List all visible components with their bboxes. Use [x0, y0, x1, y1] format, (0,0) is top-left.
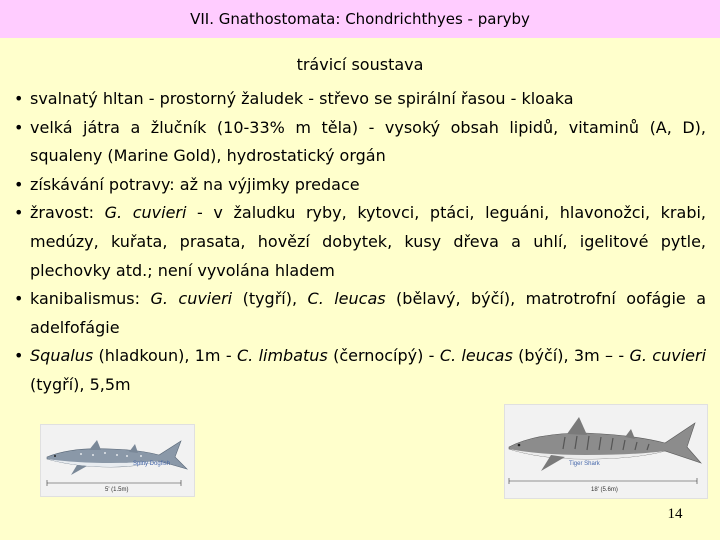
bullet-dot: •	[14, 174, 24, 194]
bullet-text: (tygří),	[232, 289, 308, 309]
bullet-item	[14, 285, 706, 342]
bullet-item	[14, 199, 706, 285]
species-name: G. cuvieri	[629, 346, 707, 366]
tiger-shark-image	[504, 404, 708, 499]
species-name: C. limbatus	[236, 346, 328, 366]
bullet-dot: •	[14, 89, 24, 108]
bullet-item	[14, 85, 706, 114]
bullet-text: žravost:	[30, 203, 105, 223]
species-name: Squalus	[30, 346, 94, 366]
slide-title: VII. Gnathostomata: Chondrichthyes - paryby	[190, 10, 530, 28]
bullet-dot: •	[14, 203, 24, 223]
bullet-text: získávání potravy: až na výjimky predace	[30, 174, 360, 194]
bullet-dot: •	[14, 289, 24, 309]
bullet-text: (černocípý) -	[327, 346, 440, 366]
spiny-dogfish-caption: Spiny Dogfish	[133, 461, 171, 467]
bullet-dot: •	[14, 117, 24, 137]
spiny-dogfish-image	[40, 424, 195, 497]
bullet-item	[14, 114, 706, 171]
species-name: G. cuvieri	[150, 289, 233, 309]
species-name: C. leucas	[307, 289, 386, 309]
bullet-text: kanibalismus:	[30, 289, 151, 309]
species-name: C. leucas	[439, 346, 513, 366]
bullet-item	[14, 171, 706, 200]
bullet-text: (hladkoun), 1m -	[93, 346, 237, 366]
bullet-text: velká játra a žlučník (10-33% m těla) - vysoký obsah lipidů, vitaminů (A, D), squaleny (Marine Gold), hydrostatický orgán	[30, 117, 706, 166]
tiger-shark-caption: Tiger Shark	[569, 461, 600, 467]
bullet-text: (tygří), 5,5m	[30, 374, 131, 394]
bullet-list	[14, 85, 706, 400]
bullet-text: (býčí), 3m – -	[512, 346, 630, 366]
bullet-dot: •	[14, 346, 24, 366]
section-subtitle: trávicí soustava	[296, 55, 424, 74]
bullet-text: (bělavý, býčí), matrotrofní oofágie a adelfofágie	[30, 289, 706, 337]
bullet-text: svalnatý hltan - prostorný žaludek - střevo se spirální řasou - kloaka	[30, 89, 574, 108]
page-number: 14	[667, 506, 683, 522]
bullet-item	[14, 342, 706, 399]
spiny-dogfish-length: 5' (1.5m)	[105, 487, 129, 493]
spiny-dogfish-illustration	[41, 425, 194, 496]
tiger-shark-illustration	[505, 405, 707, 498]
tiger-shark-length: 18' (5.6m)	[591, 487, 618, 493]
bullet-text: - v žaludku ryby, kytovci, ptáci, leguáni, hlavonožci, krabi, medúzy, kuřata, prasata, hovězí dobytek, kusy dřeva a uhlí, igelitové pytle, plechovky atd.; není vyvolána hladem	[30, 203, 707, 280]
species-name: G. cuvieri	[104, 203, 187, 223]
slide-header	[0, 0, 720, 38]
